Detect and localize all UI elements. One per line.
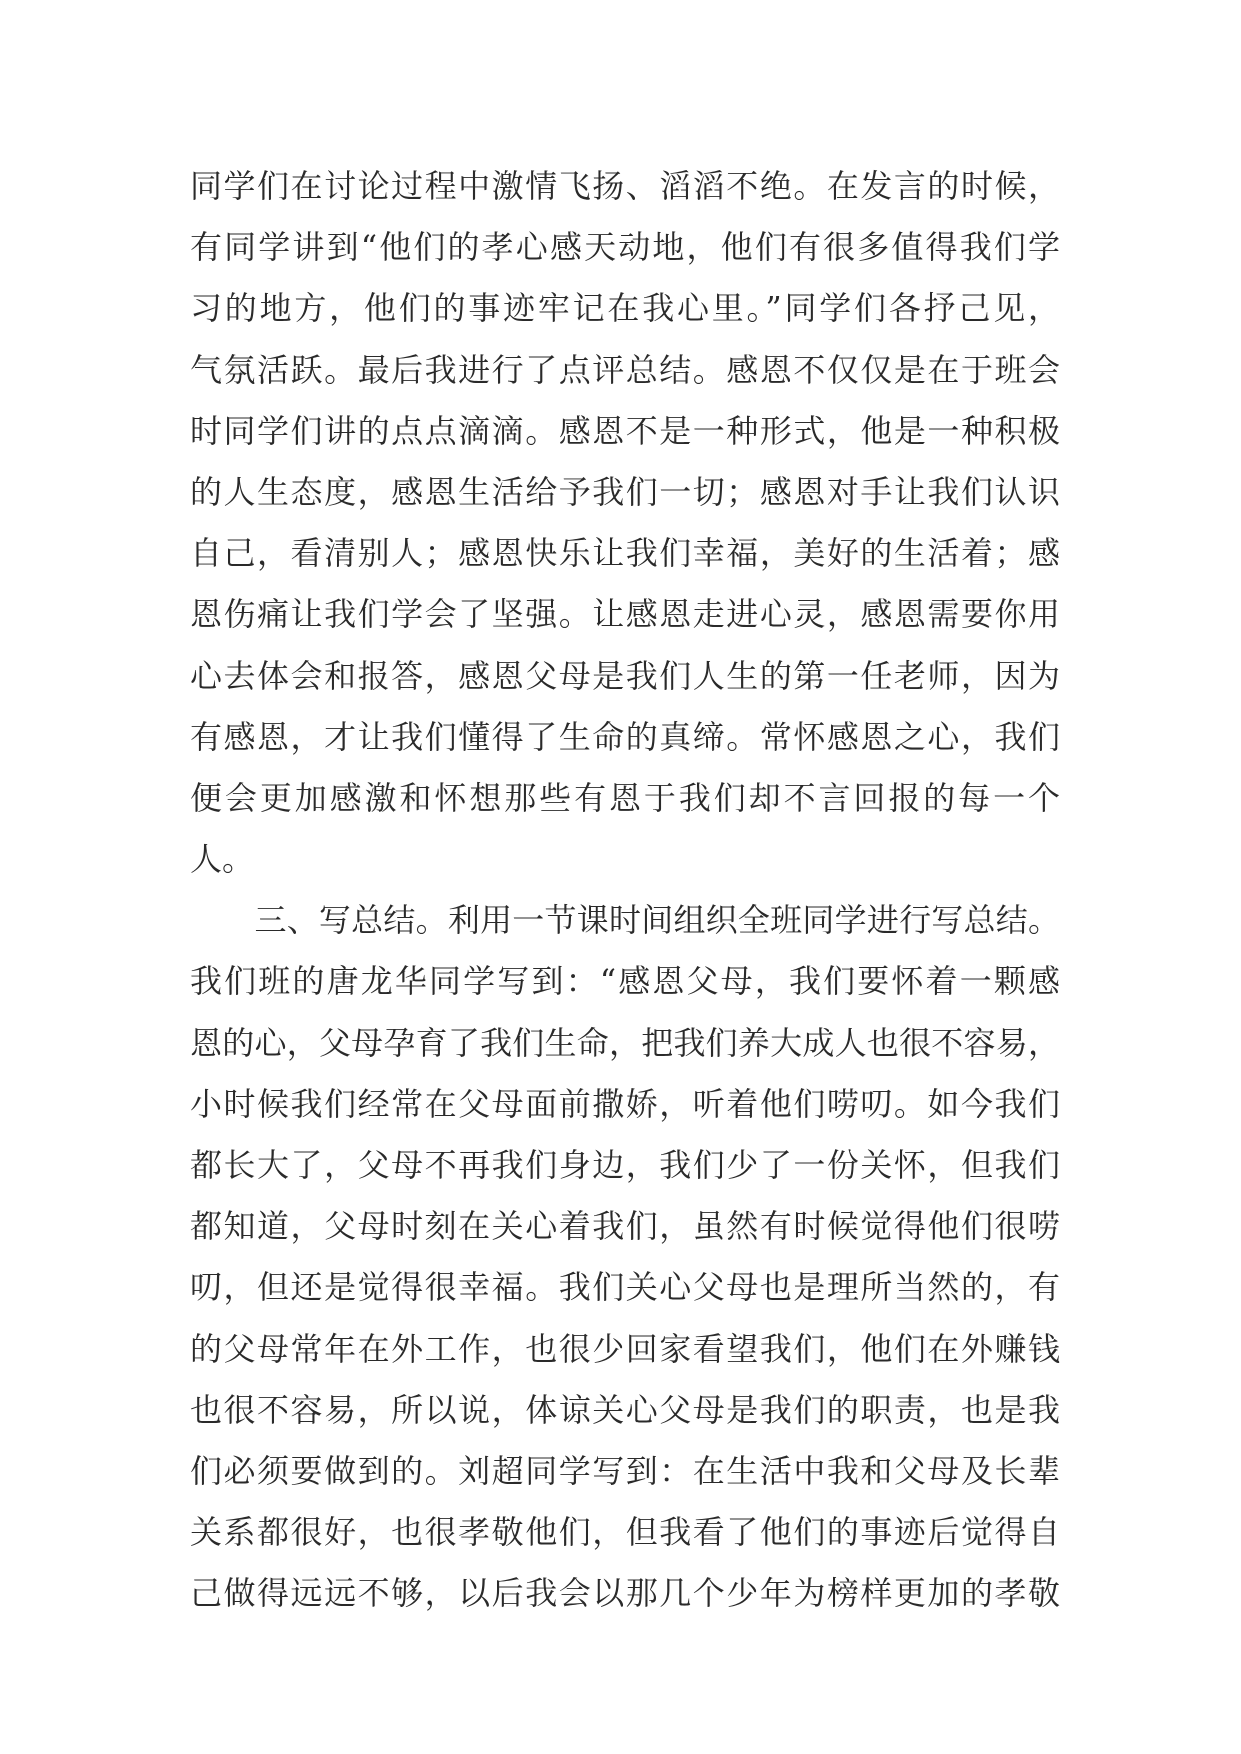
text-line: 都长大了，父母不再我们身边，我们少了一份关怀，但我们: [190, 1146, 1060, 1184]
text-line: 气氛活跃。最后我进行了点评总结。感恩不仅仅是在于班会: [190, 350, 1060, 389]
text-line: 人。: [190, 840, 255, 879]
text-line: 的人生态度，感恩生活给予我们一切；感恩对手让我们认识: [190, 472, 1060, 511]
text-line: 们必须要做到的。刘超同学写到：在生活中我和父母及长辈: [190, 1451, 1060, 1490]
text-line: 叨，但还是觉得很幸福。我们关心父母也是理所当然的，有: [190, 1268, 1060, 1307]
text-line: 小时候我们经常在父母面前撒娇，听着他们唠叨。如今我们: [190, 1084, 1060, 1123]
text-line: 我们班的唐龙华同学写到：“感恩父母，我们要怀着一颗感: [190, 962, 1060, 1001]
text-line: 习的地方，他们的事迹牢记在我心里。”同学们各抒己见，: [190, 289, 1060, 328]
text-line: 便会更加感激和怀想那些有恩于我们却不言回报的每一个: [190, 778, 1060, 817]
text-line: 有同学讲到“他们的孝心感天动地，他们有很多值得我们学: [190, 228, 1060, 267]
text-line: 都知道，父母时刻在关心着我们，虽然有时候觉得他们很唠: [190, 1207, 1060, 1246]
text-line: 关系都很好，也很孝敬他们，但我看了他们的事迹后觉得自: [190, 1513, 1060, 1552]
text-line: 己做得远远不够，以后我会以那几个少年为榜样更加的孝敬: [190, 1574, 1060, 1613]
body-text: [190, 156, 1060, 1625]
text-line: 也很不容易，所以说，体谅关心父母是我们的职责，也是我: [190, 1390, 1060, 1429]
text-line: 的父母常年在外工作，也很少回家看望我们，他们在外赚钱: [190, 1329, 1060, 1368]
text-line: 恩伤痛让我们学会了坚强。让感恩走进心灵，感恩需要你用: [190, 595, 1060, 634]
text-line: 同学们在讨论过程中激情飞扬、滔滔不绝。在发言的时候，: [190, 167, 1060, 205]
text-line: 三、写总结。利用一节课时间组织全班同学进行写总结。: [190, 901, 1060, 940]
text-line: 恩的心，父母孕育了我们生命，把我们养大成人也很不容易，: [190, 1023, 1060, 1062]
text-line: 自己，看清别人；感恩快乐让我们幸福，美好的生活着；感: [190, 534, 1060, 573]
text-line: 有感恩，才让我们懂得了生命的真缔。常怀感恩之心，我们: [190, 717, 1060, 756]
text-line: 时同学们讲的点点滴滴。感恩不是一种形式，他是一种积极: [190, 411, 1060, 450]
text-line: 心去体会和报答，感恩父母是我们人生的第一任老师，因为: [190, 656, 1060, 695]
